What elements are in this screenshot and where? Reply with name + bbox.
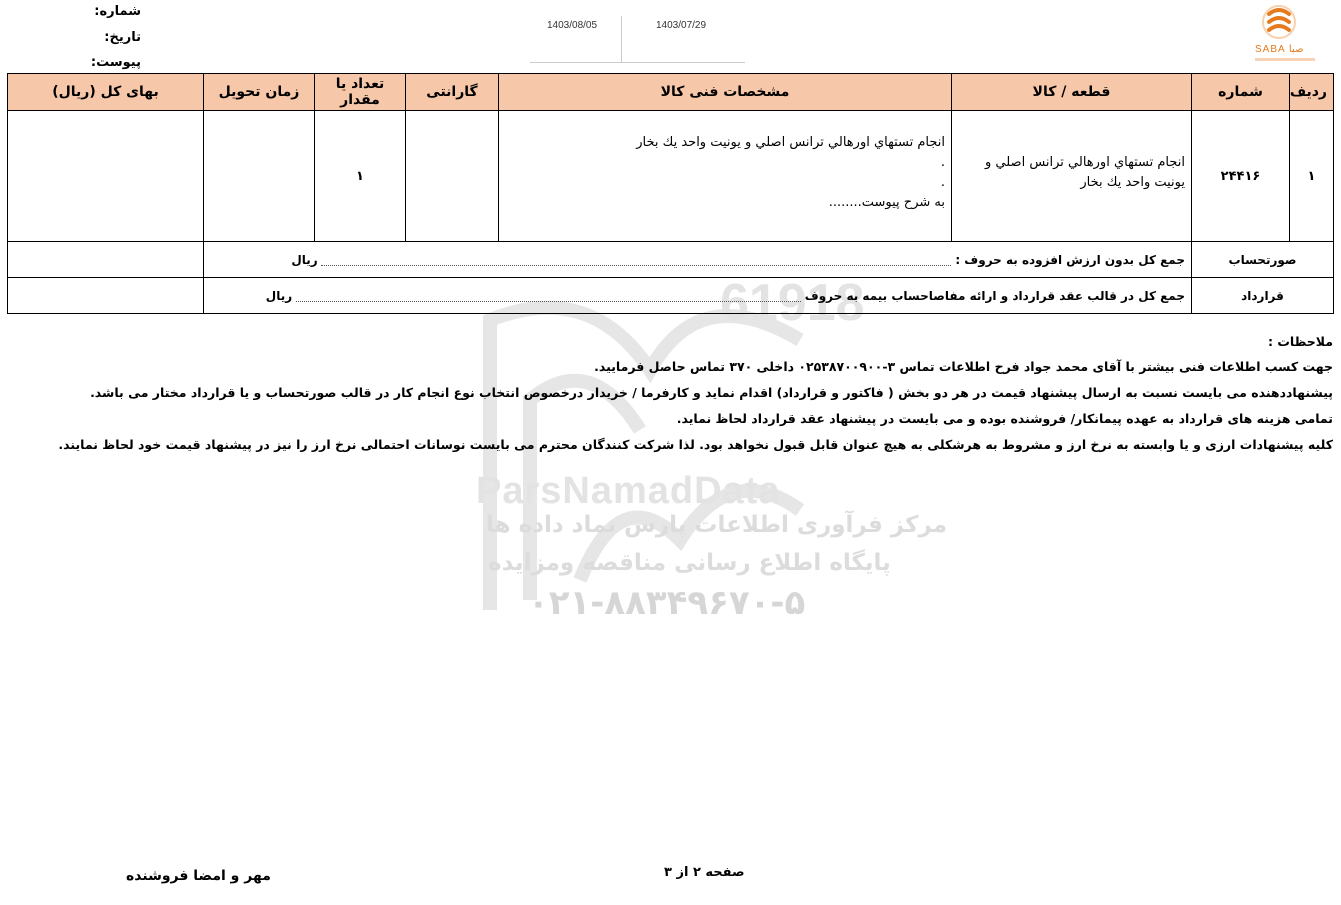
invoice-row xyxy=(8,242,1334,278)
contract-text-cell xyxy=(204,278,1192,314)
watermark-digits: 61918 xyxy=(720,280,865,332)
logo-tagline-bar xyxy=(1255,58,1315,61)
invoice-text-cell xyxy=(204,242,1192,278)
number-label: شماره: xyxy=(94,4,141,19)
items-table xyxy=(7,73,1334,314)
spec-line-3: . xyxy=(940,175,945,190)
date-left: 1403/08/05 xyxy=(547,20,598,31)
notes-title: ملاحظات : xyxy=(1267,334,1333,349)
dates-separator xyxy=(621,16,622,62)
invoice-label: صورتحساب xyxy=(1192,242,1334,278)
col-header-item: قطعه / کالا xyxy=(952,74,1192,111)
row-warranty xyxy=(406,111,499,242)
col-header-quantity: تعداد یا مقدار xyxy=(315,74,406,111)
invoice-amount xyxy=(8,242,204,278)
date-right: 1403/07/29 xyxy=(656,20,707,31)
col-header-total: بهای کل (ریال) xyxy=(8,74,204,111)
dates-box xyxy=(530,16,745,62)
invoice-unit: ریال xyxy=(291,252,318,267)
attachment-label: پیوست: xyxy=(90,55,141,70)
saba-logo xyxy=(1255,2,1325,66)
row-quantity: ۱ xyxy=(315,111,406,242)
page-number: صفحه ۲ از ۳ xyxy=(664,865,745,880)
row-delivery xyxy=(204,111,315,242)
row-item: انجام تستهاي اورهالي ترانس اصلي و يونيت واحد يك بخار xyxy=(984,155,1185,190)
spec-line-2: . xyxy=(940,155,945,170)
invoice-text: جمع کل بدون ارزش افزوده به حروف : xyxy=(955,252,1185,267)
row-item-cell xyxy=(952,111,1192,242)
col-header-index: ردیف xyxy=(1290,74,1334,111)
saba-logo-mark-icon xyxy=(1261,2,1297,42)
watermark-phone: ۰۲۱-۸۸۳۴۹۶۷۰-۵ xyxy=(528,583,806,623)
col-header-warranty: گارانتی xyxy=(406,74,499,111)
row-number: ۲۴۴۱۶ xyxy=(1192,111,1290,242)
row-spec-cell xyxy=(499,111,952,242)
col-header-number: شماره xyxy=(1192,74,1290,111)
note-line: جهت کسب اطلاعات فنی بیشتر با آقای محمد جواد فرح اطلاعات تماس ۳-۰۲۵۳۸۷۰۰۹۰۰ داخلی ۳۷۰ تماس حاصل فرمایید. xyxy=(594,359,1333,374)
seller-signature-label: مهر و امضا فروشنده xyxy=(126,868,271,884)
invoice-dots xyxy=(321,255,951,266)
watermark-line1: مرکز فرآوری اطلاعات پارس نماد داده ها xyxy=(486,512,948,538)
table-row xyxy=(8,111,1334,242)
note-line: تمامی هزینه های قرارداد به عهده پیمانکار/ فروشنده بوده و می بایست در پیشنهاد عقد قرارداد لحاظ نماید. xyxy=(676,411,1333,426)
note-line: پیشنهاددهنده می بایست نسبت به ارسال پیشنهاد قیمت در هر دو بخش ( فاکتور و قرارداد) اقدام نماید و کارفرما / خریدار درخصوص انتخاب نوع انجام کار در قالب صورتحساب و یا قرارداد مختار می باشد. xyxy=(90,385,1333,400)
notes-section xyxy=(13,330,1333,458)
contract-dots xyxy=(296,291,801,302)
date-label: تاریخ: xyxy=(104,30,141,45)
logo-text: SABA صبا xyxy=(1255,44,1304,55)
spec-line-1: انجام تستهاي اورهالي ترانس اصلي و يونيت واحد يك بخار xyxy=(636,135,945,150)
dates-underline xyxy=(530,62,745,63)
col-header-spec: مشخصات فنی کالا xyxy=(499,74,952,111)
note-line: کلیه پیشنهادات ارزی و یا وابسته به نرخ ارز و مشروط به هرشکلی به هیچ عنوان قابل قبول نخواهد بود. لذا شرکت کنندگان محترم می بایست نوسانات احتمالی نرخ ارز را نیز در پیشنهاد قیمت خود لحاظ نمایند. xyxy=(58,437,1333,452)
col-header-delivery: زمان تحویل xyxy=(204,74,315,111)
spec-line-4: به شرح پیوست........ xyxy=(828,195,945,210)
watermark-brand: ParsNamadData xyxy=(476,470,781,512)
contract-row xyxy=(8,278,1334,314)
table-header-row xyxy=(8,74,1334,111)
contract-amount xyxy=(8,278,204,314)
contract-text: جمع کل در قالب عقد قرارداد و ارائه مفاصاحساب بیمه به حروف xyxy=(804,288,1185,303)
contract-label: قرارداد xyxy=(1192,278,1334,314)
row-total xyxy=(8,111,204,242)
row-index: ۱ xyxy=(1290,111,1334,242)
contract-unit: ریال xyxy=(265,288,293,303)
watermark-line2: پایگاه اطلاع رسانی مناقصه ومزایده xyxy=(488,550,891,576)
